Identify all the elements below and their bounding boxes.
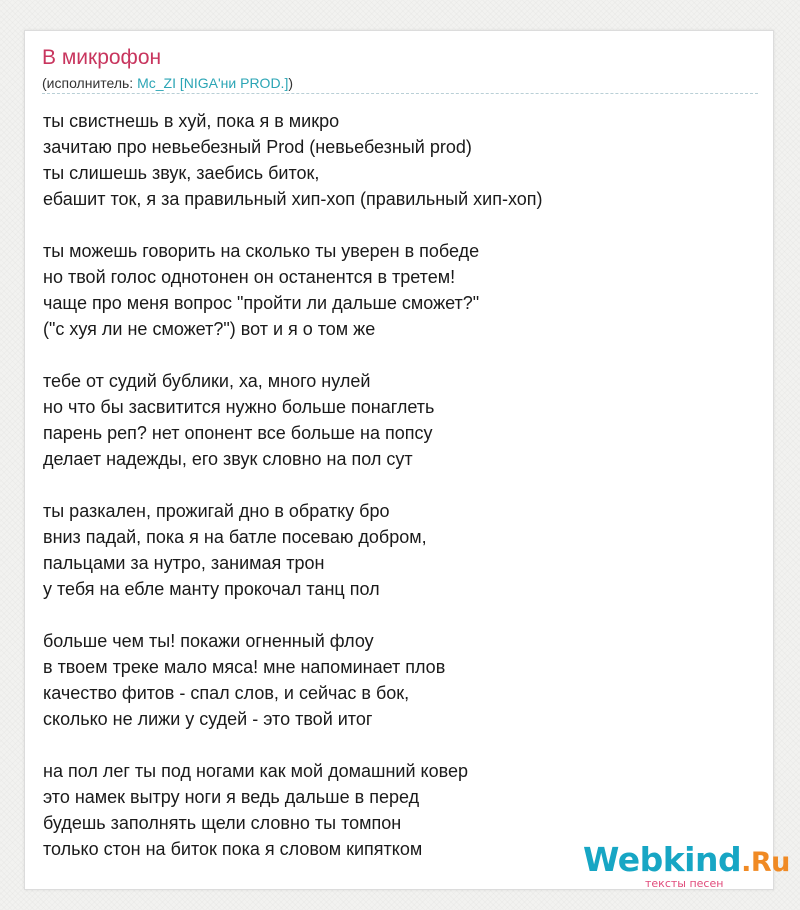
logo-name: Webkind	[583, 840, 742, 879]
logo-wordmark	[583, 840, 790, 879]
artist-prefix: (исполнитель:	[42, 75, 138, 91]
lyrics-text: ты свистнешь в хуй, пока я в микро зачитаю про невьебезный Prod (невьебезный prod) ты слишешь звук, заебись биток, ебашит ток, я за правильный хип-хоп (правильный хип-хоп) ты можешь говорить на сколько ты уверен в победе но твой голос однотонен он останентся в третем! чаще про меня вопрос "пройти ли дальше сможет?" ("с хуя ли не сможет?") вот и я о том же тебе от судий бублики, ха, много нулей но что бы засвитится нужно больше понаглеть парень реп? нет опонент все больше на попсу делает надежды, его звук словно на пол сут ты разкален, прожигай дно в обратку бро вниз падай, пока я на батле посеваю добром, пальцами за нутро, занимая трон у тебя на ебле манту прокочал танц пол больше чем ты! покажи огненный флоу в твоем треке мало мяса! мне напоминает плов качество фитов - спал слов, и сейчас в бок, сколько не лижи у судей - это твой итог на пол лег ты под ногами как мой домашний ковер это намек вытру ноги я ведь дальше в перед будешь заполнять щели словно ты томпон только стон на биток пока я словом кипятком	[43, 111, 543, 859]
lyrics-card	[24, 30, 790, 890]
artist-line	[42, 74, 293, 92]
dashed-divider	[42, 93, 758, 94]
artist-link[interactable]: Mc_ZI [NIGA'ни PROD.]	[137, 75, 289, 91]
site-logo[interactable]	[583, 840, 790, 890]
artist-suffix: )	[288, 75, 294, 91]
song-title: В микрофон	[42, 46, 162, 69]
logo-tagline: тексты песен	[645, 877, 724, 890]
logo-tld: .Ru	[741, 847, 790, 878]
